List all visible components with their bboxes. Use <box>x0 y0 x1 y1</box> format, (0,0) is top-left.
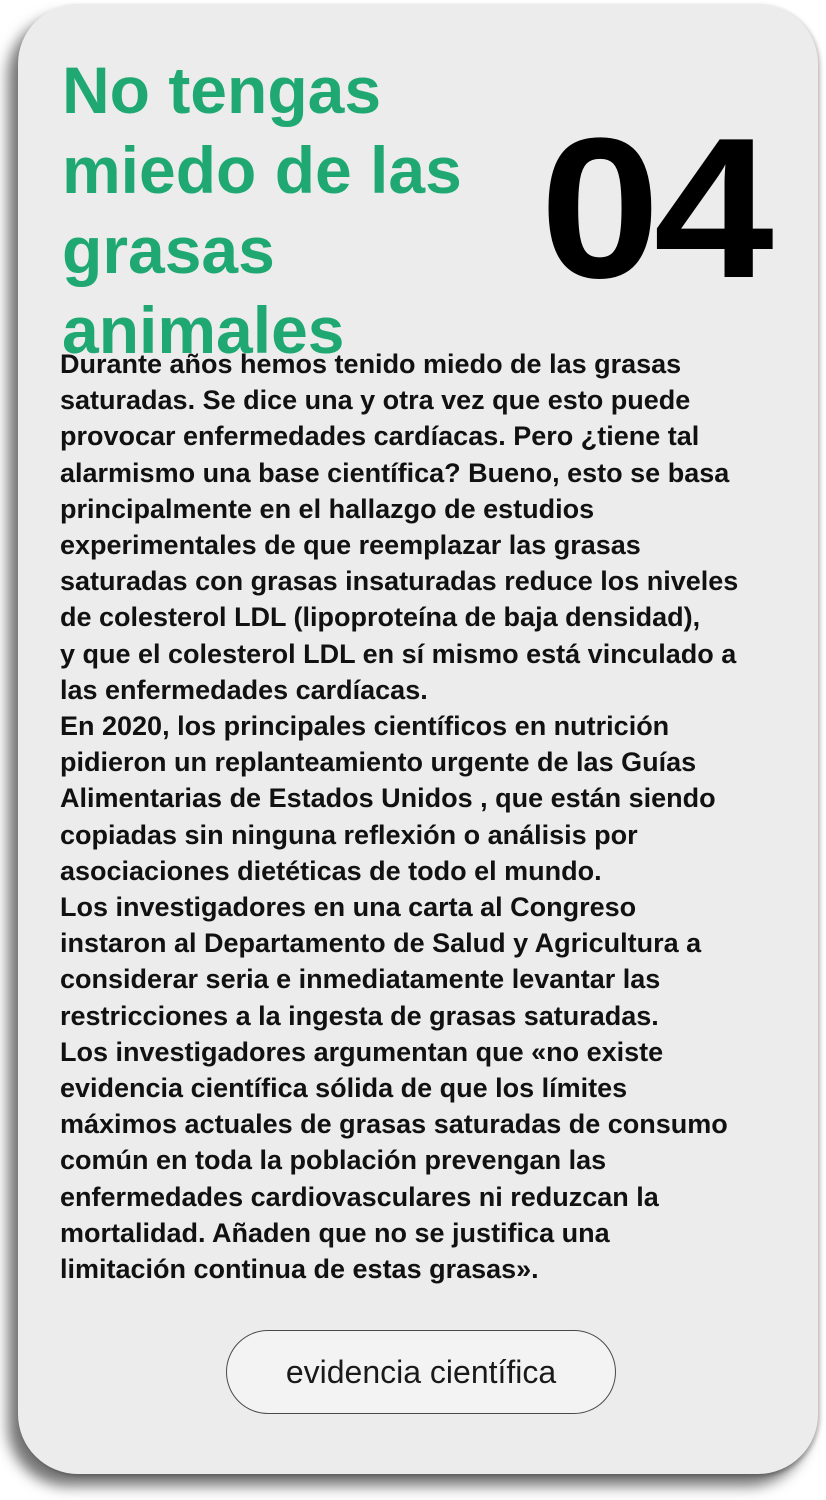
card-number: 04 <box>540 97 768 320</box>
info-card <box>18 4 818 1474</box>
body-paragraph: Los investigadores argumentan que «no existe evidencia científica sólida de que los límites máximos actuales de grasas saturadas de consumo común en toda la población prevengan las enfermedades cardiovasculares ni reduzcan la mortalidad. Añaden que no se justifica una limitación continua de estas grasas». <box>60 1036 728 1285</box>
body-paragraph: En 2020, los principales científicos en nutrición pidieron un replanteamiento urgente de las Guías Alimentarias de Estados Unidos , que están siendo copiadas sin ninguna reflexión o análisis por asociaciones dietéticas de todo el mundo. <box>60 711 716 886</box>
card-title: No tengas miedo de las grasas animales <box>62 53 462 367</box>
card-body <box>60 346 818 1287</box>
evidence-button[interactable]: evidencia científica <box>226 1330 616 1414</box>
body-paragraph: Los investigadores en una carta al Congreso instaron al Departamento de Salud y Agricultura a considerar seria e inmediatamente levantar las restricciones a la ingesta de grasas saturadas. <box>60 892 702 1031</box>
body-paragraph: Durante años hemos tenido miedo de las grasas saturadas. Se dice una y otra vez que esto puede provocar enfermedades cardíacas. Pero ¿tiene tal alarmismo una base científica? Bueno, esto se basa principalmente en el hallazgo de estudios experimentales de que reemplazar las grasas saturadas con grasas insaturadas reduce los niveles de colesterol LDL (lipoproteína de baja densidad), y que el colesterol LDL en sí mismo está vinculado a las enfermedades cardíacas. <box>60 349 739 705</box>
